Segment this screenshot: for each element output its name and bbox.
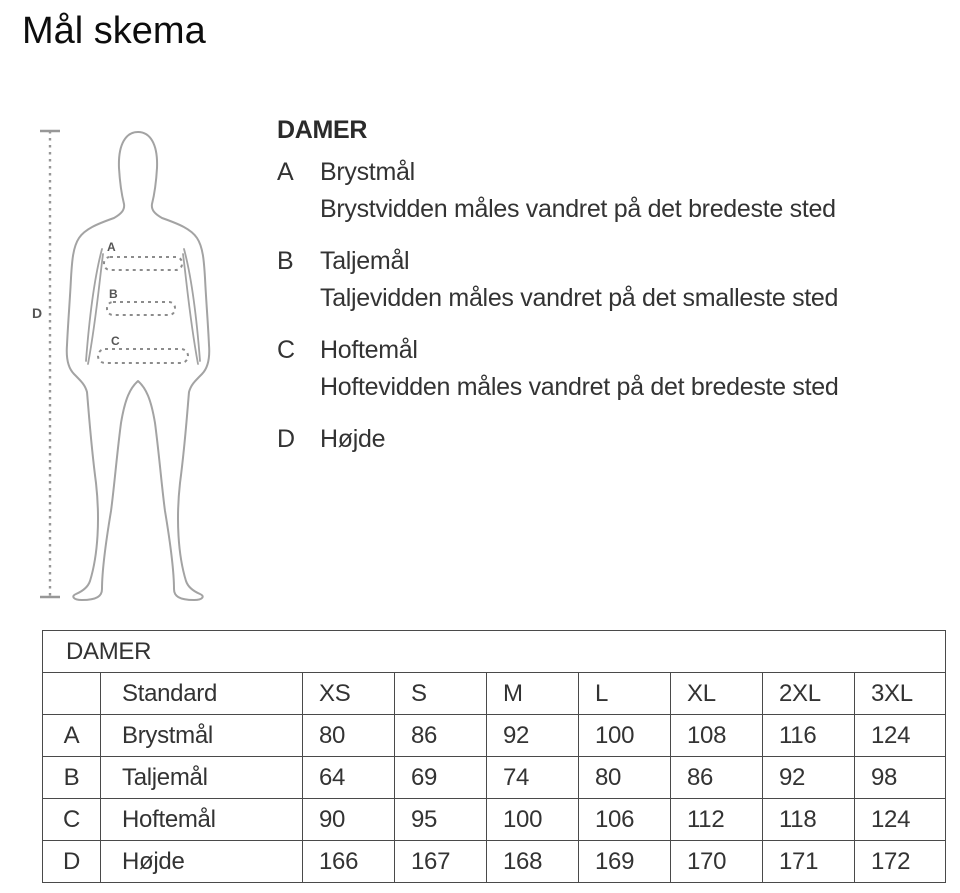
figure-label-d: D xyxy=(32,305,43,321)
legend-letter: D xyxy=(277,425,295,453)
bust-band xyxy=(104,257,182,270)
legend-title: Hoftemål xyxy=(320,336,418,364)
row-letter: B xyxy=(43,757,101,799)
value-cell: 100 xyxy=(579,715,671,757)
value-cell: 171 xyxy=(763,841,855,883)
hip-band xyxy=(98,349,188,363)
body-outline xyxy=(67,132,209,600)
legend-letter: C xyxy=(277,336,295,364)
value-cell: 116 xyxy=(763,715,855,757)
value-cell: 124 xyxy=(855,799,946,841)
value-cell: 100 xyxy=(487,799,579,841)
legend-item-waist xyxy=(277,243,957,317)
value-cell: 64 xyxy=(303,757,395,799)
legend-title: Taljemål xyxy=(320,247,410,275)
value-cell: 74 xyxy=(487,757,579,799)
table-caption-row xyxy=(43,631,946,673)
header-size-2xl: 2XL xyxy=(763,673,855,715)
table-row-hip xyxy=(43,799,946,841)
legend-title: Brystmål xyxy=(320,158,415,186)
header-letter-cell xyxy=(43,673,101,715)
table-caption: DAMER xyxy=(43,631,946,673)
value-cell: 69 xyxy=(395,757,487,799)
body-outline-illustration xyxy=(28,113,258,613)
value-cell: 106 xyxy=(579,799,671,841)
legend-heading: DAMER xyxy=(277,116,368,144)
height-measure-line xyxy=(40,131,60,597)
legend-description: Brystvidden måles vandret på det bredeste sted xyxy=(320,195,836,223)
figure-label-a: A xyxy=(107,240,116,254)
header-name-cell: Standard xyxy=(101,673,303,715)
legend-description: Taljevidden måles vandret på det smalleste sted xyxy=(320,284,839,312)
header-size-xs: XS xyxy=(303,673,395,715)
value-cell: 80 xyxy=(303,715,395,757)
legend-letter: A xyxy=(277,158,294,186)
row-name: Brystmål xyxy=(101,715,303,757)
value-cell: 86 xyxy=(671,757,763,799)
size-table xyxy=(42,630,946,883)
value-cell: 98 xyxy=(855,757,946,799)
header-size-l: L xyxy=(579,673,671,715)
waist-band xyxy=(107,302,175,315)
value-cell: 108 xyxy=(671,715,763,757)
header-size-m: M xyxy=(487,673,579,715)
header-size-s: S xyxy=(395,673,487,715)
row-letter: D xyxy=(43,841,101,883)
table-row-bust xyxy=(43,715,946,757)
legend-description: Hoftevidden måles vandret på det bredeste sted xyxy=(320,373,839,401)
legend-item-hip xyxy=(277,332,957,406)
value-cell: 92 xyxy=(763,757,855,799)
value-cell: 95 xyxy=(395,799,487,841)
value-cell: 118 xyxy=(763,799,855,841)
value-cell: 169 xyxy=(579,841,671,883)
row-name: Højde xyxy=(101,841,303,883)
table-row-height xyxy=(43,841,946,883)
header-size-xl: XL xyxy=(671,673,763,715)
value-cell: 92 xyxy=(487,715,579,757)
value-cell: 170 xyxy=(671,841,763,883)
arm-torso-separation-lines xyxy=(86,249,200,364)
value-cell: 86 xyxy=(395,715,487,757)
row-name: Taljemål xyxy=(101,757,303,799)
row-letter: C xyxy=(43,799,101,841)
row-letter: A xyxy=(43,715,101,757)
value-cell: 112 xyxy=(671,799,763,841)
measurement-legend xyxy=(277,116,957,473)
page-title: Mål skema xyxy=(22,10,206,52)
value-cell: 80 xyxy=(579,757,671,799)
table-header-row xyxy=(43,673,946,715)
figure-label-c: C xyxy=(111,334,120,348)
legend-letter: B xyxy=(277,247,294,275)
legend-item-bust xyxy=(277,154,957,228)
value-cell: 172 xyxy=(855,841,946,883)
measurement-figure xyxy=(28,113,258,613)
legend-title: Højde xyxy=(320,425,386,453)
figure-label-b: B xyxy=(109,287,118,301)
table-row-waist xyxy=(43,757,946,799)
value-cell: 167 xyxy=(395,841,487,883)
value-cell: 166 xyxy=(303,841,395,883)
value-cell: 90 xyxy=(303,799,395,841)
legend-item-height xyxy=(277,421,957,458)
value-cell: 124 xyxy=(855,715,946,757)
value-cell: 168 xyxy=(487,841,579,883)
row-name: Hoftemål xyxy=(101,799,303,841)
header-size-3xl: 3XL xyxy=(855,673,946,715)
